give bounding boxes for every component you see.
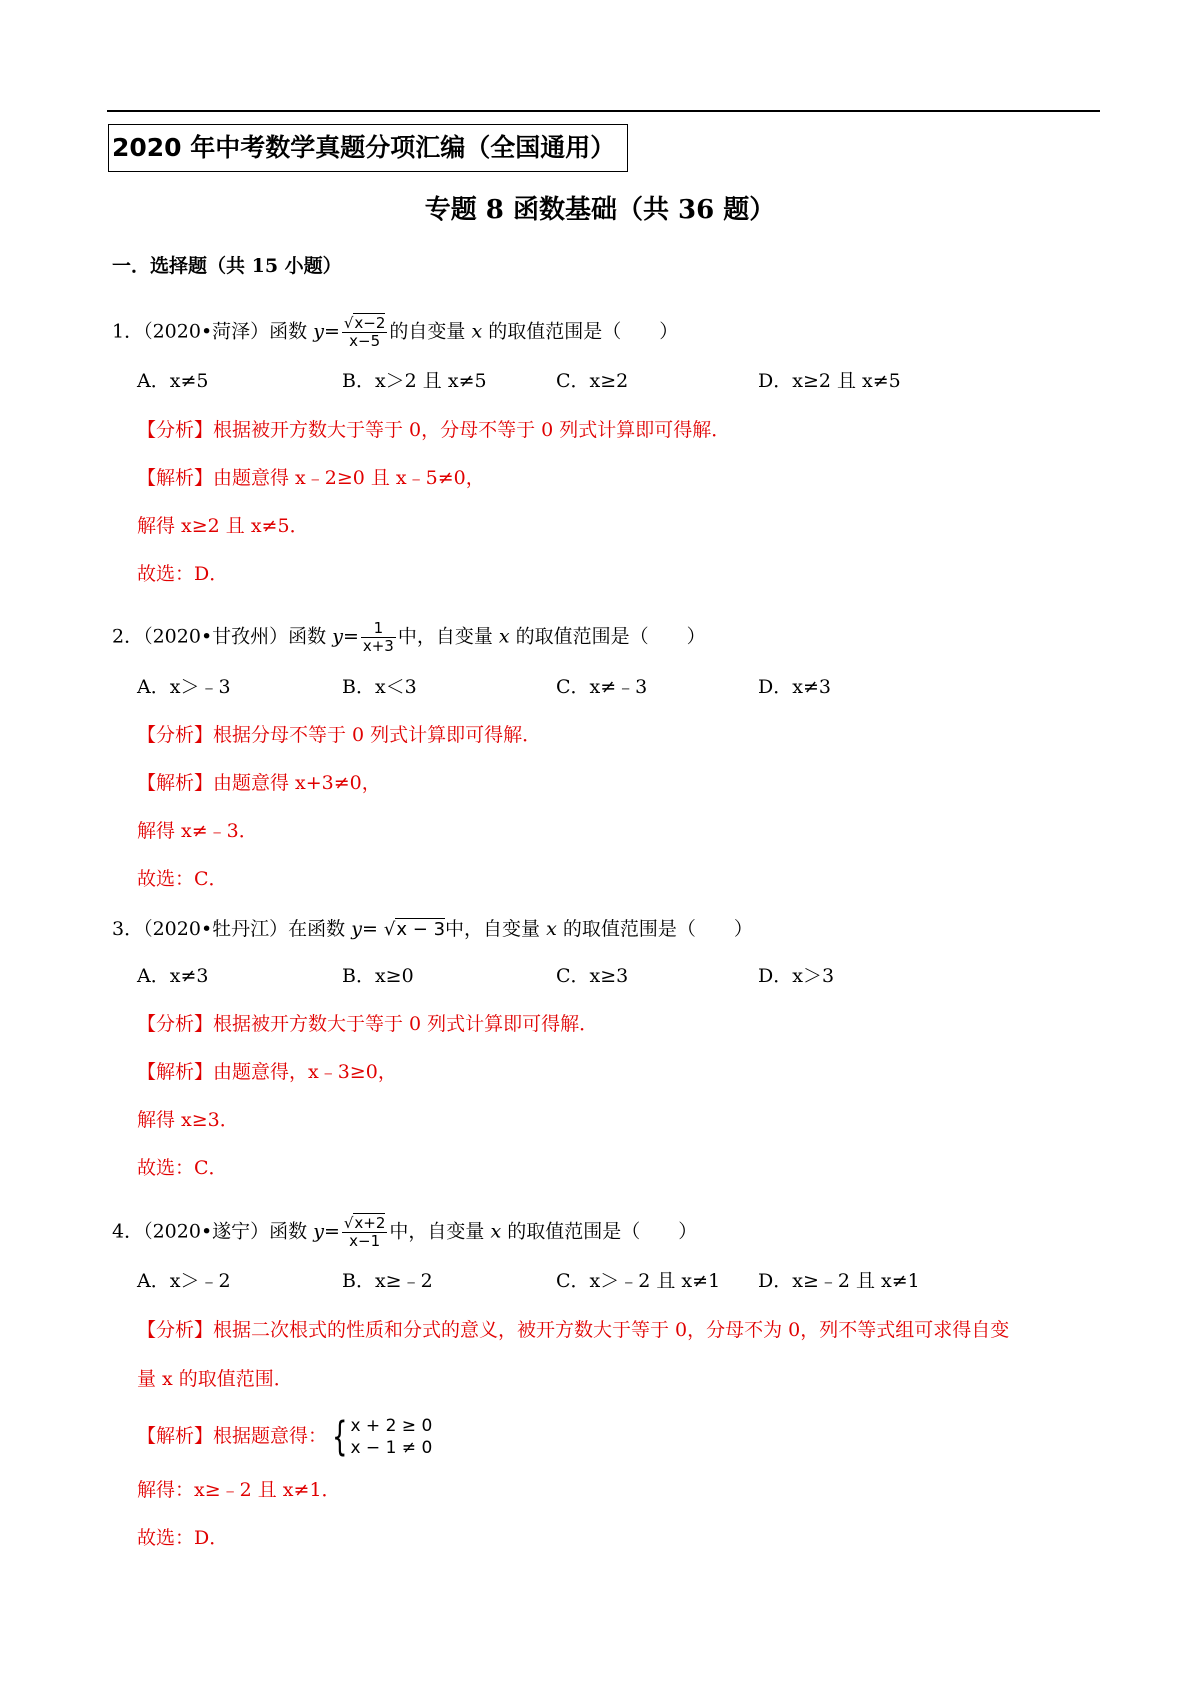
question-4-solution: 【解析】根据题意得： { x + 2 ≥ 0 x − 1 ≠ 0 — [137, 1414, 433, 1460]
question-3-choice: 故选：C． — [137, 1157, 228, 1179]
question-1-analysis: 【分析】根据被开方数大于等于 0，分母不等于 0 列式计算即可得解． — [137, 419, 731, 441]
question-1-option-d: D．x≥2 且 x≠5 — [758, 370, 901, 392]
question-2-result: 解得 x≠﹣3． — [137, 820, 258, 842]
document-title: 2020 年中考数学真题分项汇编（全国通用） — [108, 124, 628, 172]
question-2-solution: 【解析】由题意得 x+3≠0， — [137, 772, 381, 794]
question-4-option-d: D．x≥﹣2 且 x≠1 — [758, 1270, 920, 1292]
question-2-stem: 2．（2020•甘孜州）函数 y= $\frac{1}{x+3}$ 中，自变量 x 的取值范围是（ ） — [112, 619, 706, 655]
question-2-option-d: D．x≠3 — [758, 676, 831, 698]
question-2-analysis: 【分析】根据分母不等于 0 列式计算即可得解． — [137, 724, 542, 746]
question-3-solution: 【解析】由题意得，x﹣3≥0， — [137, 1061, 397, 1083]
fraction: $\frac{√x+2}{x-1}$ — [343, 1214, 386, 1250]
question-3-option-a: A．x≠3 — [137, 965, 209, 987]
question-1-option-a: A．x≠5 — [137, 370, 209, 392]
question-1-choice: 故选：D． — [137, 563, 229, 585]
page-heading: 专题 8 函数基础（共 36 题） — [424, 195, 776, 225]
header-rule — [107, 110, 1100, 112]
question-4-option-a: A．x＞﹣2 — [137, 1270, 231, 1292]
question-4-stem: 4．（2020•遂宁）函数 y= $\frac{√x+2}{x-1}$ 中，自变量 x 的取值范围是（ ） — [112, 1214, 698, 1250]
question-1-solution: 【解析】由题意得 x﹣2≥0 且 x﹣5≠0， — [137, 467, 485, 489]
question-4-option-c: C．x＞﹣2 且 x≠1 — [556, 1270, 721, 1292]
question-3-option-d: D．x＞3 — [758, 965, 835, 987]
fraction: $\frac{√x-2}{x-5}$ — [343, 314, 386, 350]
question-4-analysis-line-1: 【分析】根据二次根式的性质和分式的意义，被开方数大于等于 0，分母不为 0，列不等式组可求得自变 — [137, 1319, 1010, 1341]
question-1-option-b: B．x＞2 且 x≠5 — [342, 370, 487, 392]
question-4-choice: 故选：D． — [137, 1527, 229, 1549]
question-1-stem: 1．（2020•菏泽）函数 y= $\frac{√x-2}{x-5}$ 的自变量 x 的取值范围是（ ） — [112, 314, 679, 350]
question-4-analysis-line-2: 量 x 的取值范围． — [137, 1368, 293, 1390]
question-3-analysis: 【分析】根据被开方数大于等于 0 列式计算即可得解． — [137, 1013, 599, 1035]
question-2-option-c: C．x≠﹣3 — [556, 676, 648, 698]
question-3-result: 解得 x≥3． — [137, 1109, 239, 1131]
question-4-result: 解得：x≥﹣2 且 x≠1． — [137, 1479, 341, 1501]
question-4-option-b: B．x≥﹣2 — [342, 1270, 433, 1292]
inequality-system: { x + 2 ≥ 0 x − 1 ≠ 0 — [332, 1414, 433, 1460]
question-1-result: 解得 x≥2 且 x≠5． — [137, 515, 309, 537]
fraction: $\frac{1}{x+3}$ — [362, 619, 394, 655]
section-title: 一．选择题（共 15 小题） — [112, 255, 342, 277]
question-2-choice: 故选：C． — [137, 868, 228, 890]
question-3-option-c: C．x≥3 — [556, 965, 629, 987]
question-2-option-b: B．x＜3 — [342, 676, 417, 698]
question-1-option-c: C．x≥2 — [556, 370, 629, 392]
question-3-option-b: B．x≥0 — [342, 965, 414, 987]
question-2-option-a: A．x＞﹣3 — [137, 676, 231, 698]
question-3-stem: 3．（2020•牡丹江）在函数 y= √x − 3中，自变量 x 的取值范围是（ ） — [112, 918, 753, 940]
